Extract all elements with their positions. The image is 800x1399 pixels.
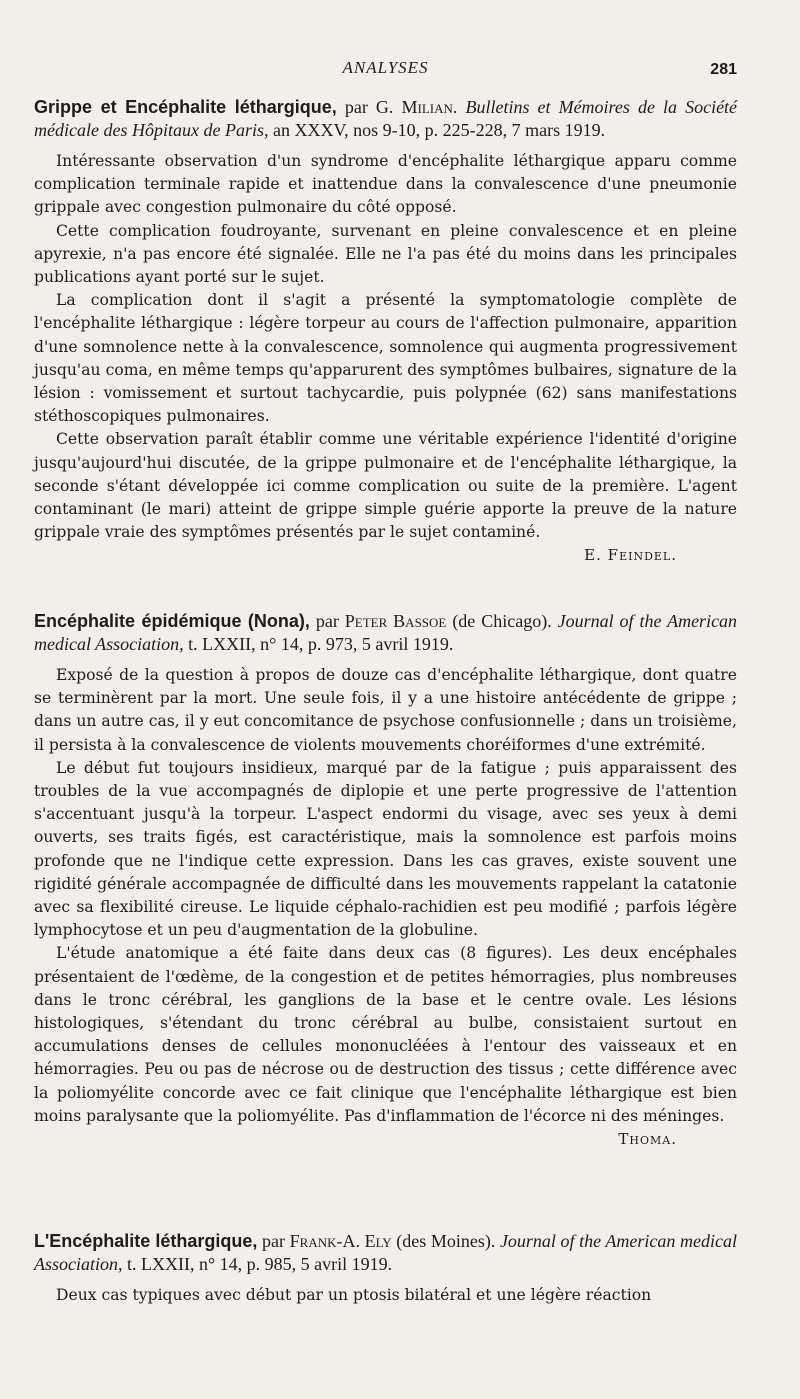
article-encephalite-lethargique [34,1230,737,1307]
author-name: Peter Bassoe [344,611,447,631]
article-title: L'Encéphalite léthargique, [34,1231,258,1251]
running-header [34,58,737,84]
paragraph: Exposé de la question à propos de douze cas d'encéphalite léthargique, dont quatre se terminèrent par la mort. Une seule fois, il y a une histoire antécédente de grippe ; dans un autre cas, il y eut concomitance de psychose confusionnelle ; dans un troisième, il persista à la convalescence de violents mouvements choréiformes d'une extrémité. [34,666,737,754]
citation: an XXXV, nos 9-10, p. 225-228, 7 mars 1919. [272,120,606,140]
article-reference [34,610,737,656]
author-name: Milian. [401,97,458,117]
paragraph: La complication dont il s'agit a présenté la symptomatologie complète de l'encéphalite léthargique : légère torpeur au cours de l'affection pulmonaire, apparition d'une somnolence nette à la convalescence, somnolence qui augmenta progressivement jusqu'au coma, en même temps qu'apparurent des symptômes bulbaires, signature de la lésion : vomissement et surtout tachycardie, puis polypnée (62) sans manifestations stéthoscopiques pulmonaires. [34,291,737,426]
source-journal: Bulletins et Mémoires de la Société médicale des Hôpitaux de Paris, [34,97,738,140]
paragraph: Cette complication foudroyante, survenant en pleine convalescence et en pleine apyrexie, n'a pas encore été signalée. Elle ne l'a pas été du moins dans les principales publications ayant porté sur le sujet. [34,221,737,287]
running-title: ANALYSES [342,58,429,77]
page-number: 281 [710,61,737,78]
author-prefix: par [315,611,339,631]
article-grippe-encephalite [34,96,737,567]
author-prefix: par G. [344,97,394,117]
author-name: Frank-A. Ely [289,1231,392,1251]
article-title: Encéphalite épidémique (Nona), [34,611,310,631]
article-encephalite-epidemique [34,610,737,1151]
article-reference [34,1230,737,1276]
signature: E. Feindel. [584,546,677,565]
author-prefix: par [262,1231,286,1251]
citation: t. LXXII, n° 14, p. 985, 5 avril 1919. [127,1254,393,1274]
citation: t. LXXII, n° 14, p. 973, 5 avril 1919. [188,634,454,654]
paragraph: Deux cas typiques avec début par un ptosis bilatéral et une légère réaction [56,1286,652,1304]
paragraph: Intéressante observation d'un syndrome d'encéphalite léthargique apparu comme complication terminale rapide et inattendue dans la convalescence d'une pneumonie grippale avec congestion pulmonaire du côté opposé. [34,152,737,217]
paragraph: Cette observation paraît établir comme une véritable expérience l'identité d'origine jusqu'aujourd'hui discutée, de la grippe pulmonaire et de l'encéphalite léthargique, la seconde s'étant développée ici comme complication ou suite de la première. L'agent contaminant (le mari) atteint de grippe simple guérie apporte la preuve de la nature grippale vraie des symptômes présentés par le sujet contaminé. [34,430,737,542]
author-affiliation: (des Moines). [396,1231,496,1251]
signature: Thoma. [618,1130,677,1149]
paragraph: Le début fut toujours insidieux, marqué par de la fatigue ; puis apparaissent des troubles de la vue accompagnés de diplopie et une perte progressive de l'attention s'accentuant jusqu'à la torpeur. L'aspect endormi du visage, avec ses yeux à demi ouverts, ses traits figés, est caractéristique, mais la somnolence est parfois moins profonde que ne l'indique cette expression. Dans les cas graves, existe souvent une rigidité générale accompagnée de difficulté dans les mouvements rappelant la catatonie avec sa flexibilité cireuse. Le liquide céphalo-rachidien est peu modifié ; parfois légère lymphocytose et un peu d'augmentation de la globuline. [34,758,737,940]
paragraph: L'étude anatomique a été faite dans deux cas (8 figures). Les deux encéphales présentaient de l'œdème, de la congestion et de petites hémorragies, plus nombreuses dans le tronc cérébral, les ganglions de la base et le centre ovale. Les lésions histologiques, s'étendant du tronc cérébral au bulbe, consistaient surtout en accumulations denses de cellules mononucléées à l'entour des vaisseaux et en hémorragies. Peu ou pas de nécrose ou de destruction des tissus ; cette différence avec la poliomyélite concorde avec ce fait clinique que l'encéphalite léthargique est bien moins paralysante que la poliomyélite. Pas d'inflammation de l'écorce ni des méninges. [34,944,737,1125]
author-affiliation: (de Chicago). [452,611,552,631]
source-journal: Journal of the American medical Association, [34,611,738,654]
source-journal: Journal of the American medical Association, [34,1231,737,1274]
article-title: Grippe et Encéphalite léthargique, [34,97,337,117]
article-reference [34,96,737,142]
